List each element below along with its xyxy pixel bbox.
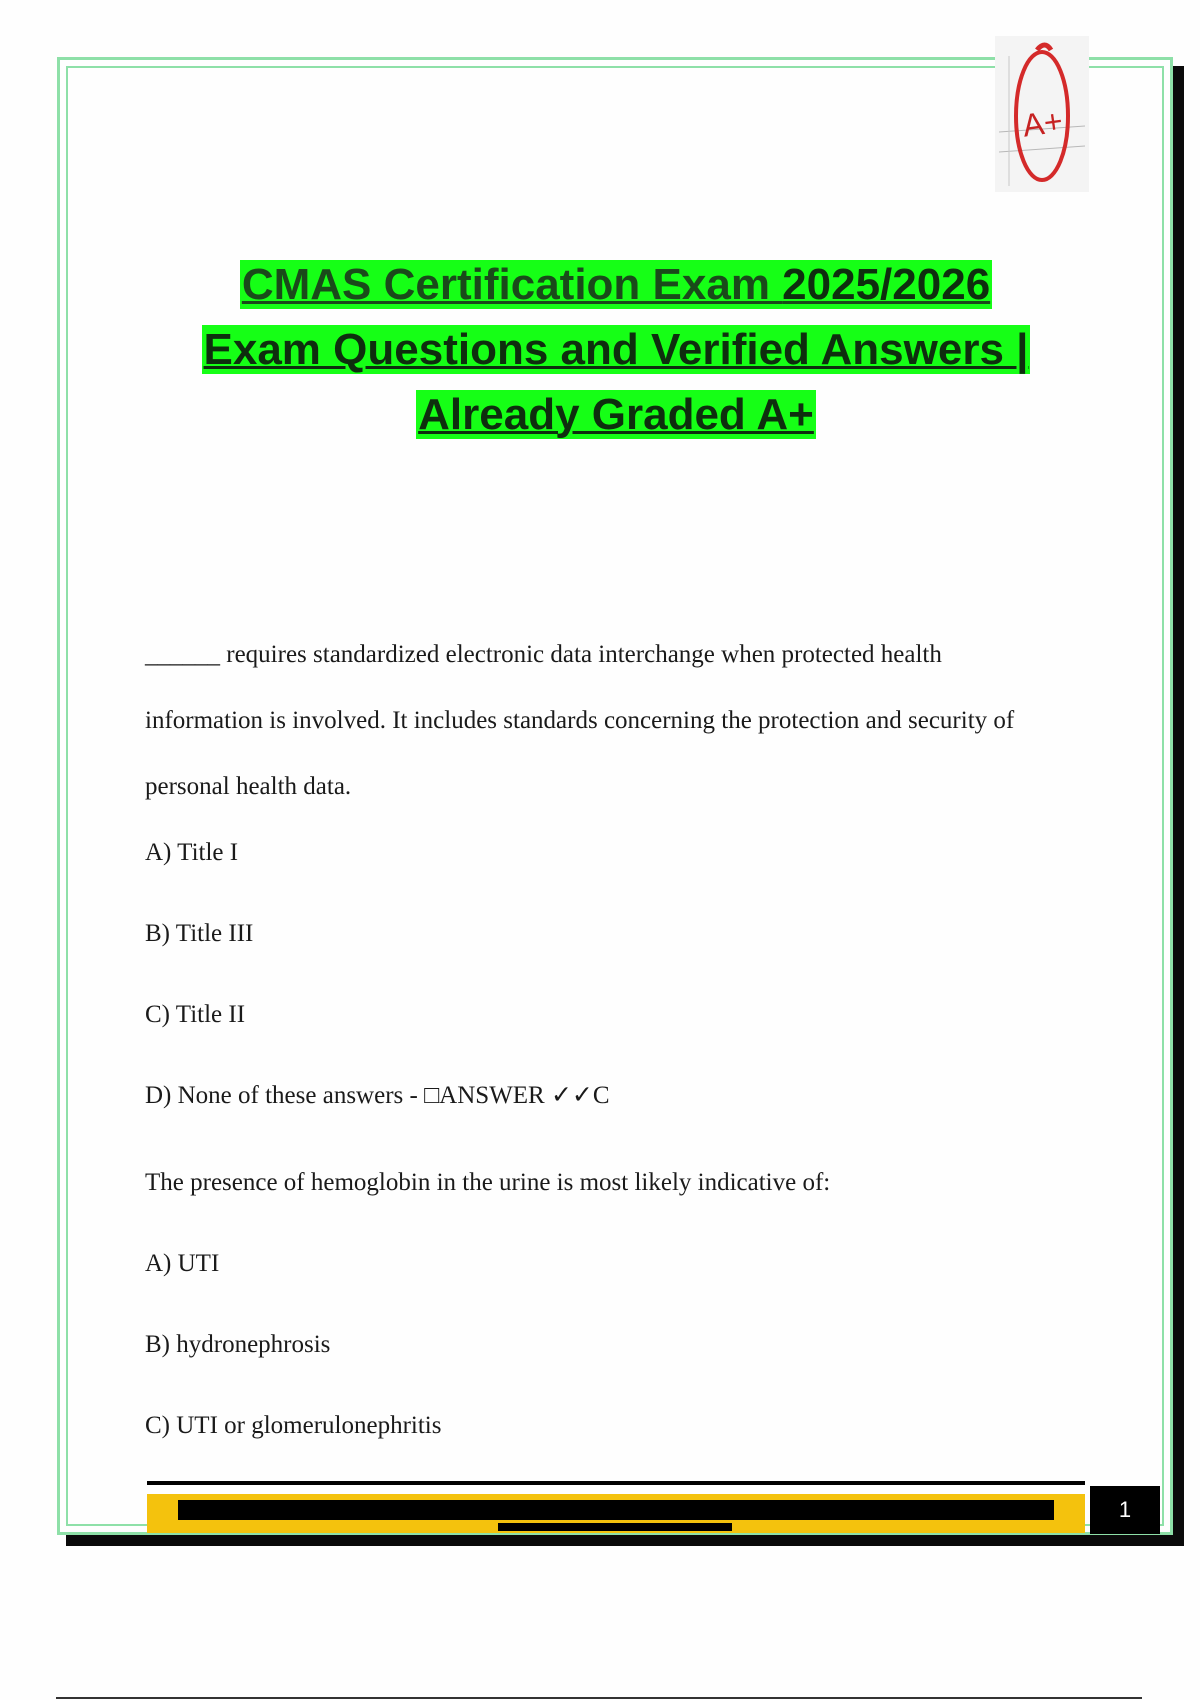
footer-bar-thin — [498, 1523, 732, 1531]
grade-stamp — [995, 36, 1089, 192]
question-1-text: ______ requires standardized electronic data interchange when protected health information is involved. It includes standards concerning the protection and security of personal health data. — [145, 641, 1015, 800]
title-line-1a: CMAS Certification Exam — [241, 260, 783, 309]
title-line-2 — [120, 317, 1112, 382]
question-2-text: The presence of hemoglobin in the urine is most likely indicative of: — [145, 1169, 831, 1196]
title-line-1 — [120, 252, 1112, 317]
question-2-option-a: A) UTI — [145, 1250, 220, 1277]
exam-content — [145, 622, 1045, 1490]
question-1-option-d-answer: D) None of these answers - □ANSWER ✓✓C — [145, 1082, 610, 1109]
question-1-option-c: C) Title II — [145, 1001, 246, 1028]
question-2-option-c: C) UTI or glomerulonephritis — [145, 1412, 442, 1439]
footer-rule — [147, 1481, 1085, 1485]
question-2-option-b: B) hydronephrosis — [145, 1331, 331, 1358]
title-year: 2025/2026 — [782, 260, 991, 309]
title-line-2-text: Exam Questions and Verified Answers | — [203, 325, 1029, 374]
title-line-3 — [120, 382, 1112, 447]
document-title — [120, 252, 1112, 447]
title-line-3-text: Already Graded A+ — [418, 390, 814, 439]
question-1-option-b: B) Title III — [145, 920, 254, 947]
bottom-rule — [56, 1697, 1142, 1699]
stamp-text: A+ — [1020, 102, 1065, 144]
page-number: 1 — [1090, 1486, 1160, 1534]
footer-bar-black — [178, 1500, 1054, 1520]
question-1-option-a: A) Title I — [145, 839, 239, 866]
